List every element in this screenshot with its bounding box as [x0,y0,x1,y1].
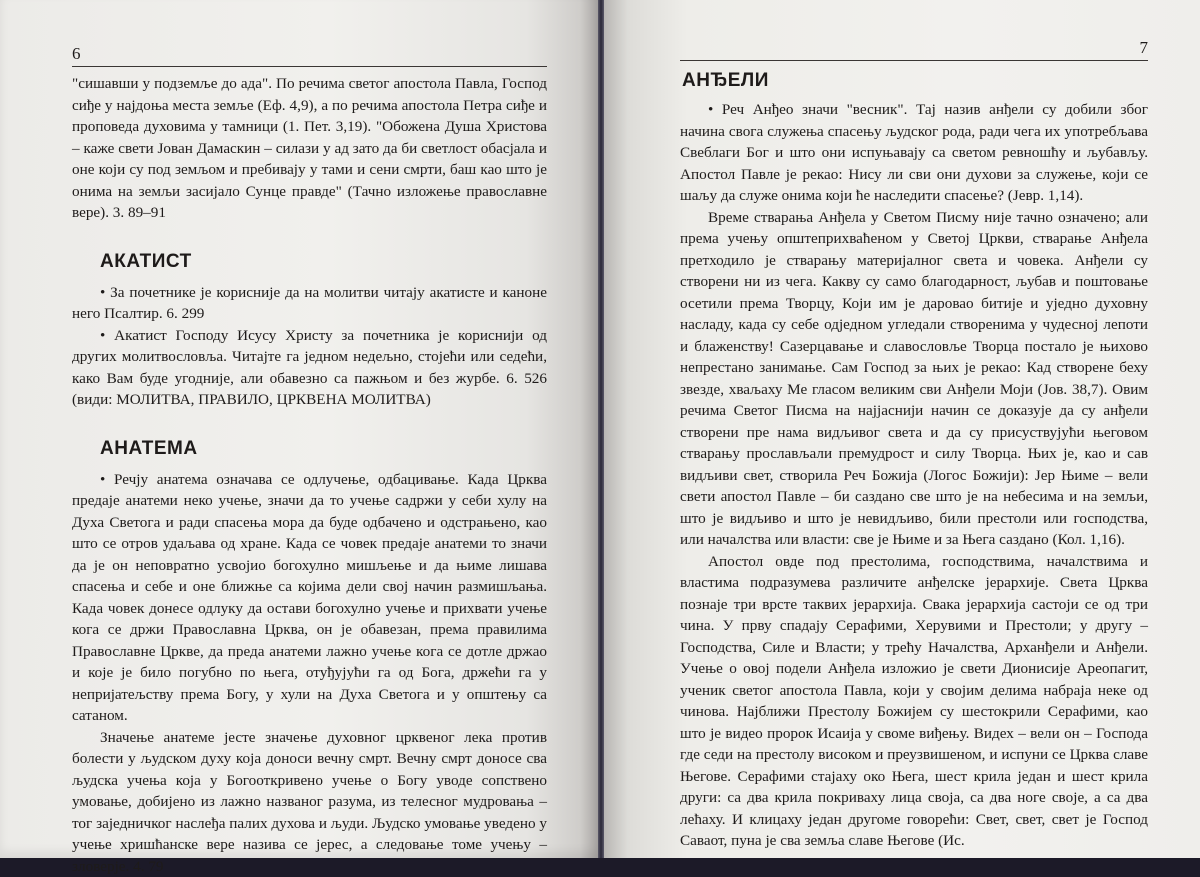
section-heading-anatema: АНАТЕМА [100,437,547,461]
andjeli-paragraph-1: • Реч Анђео значи "весник". Тај назив анђели су добили због начина свога служења спасењу људског рода, ради чега их употребљава Свеблаги Бог и што они испуњавају са светом ревношћу и љубављу. Апостол Павле је рекао: Нису ли сви они духови за служење, који се шаљу да служе онима који ће наследити спасење? (Јевр. 1,14). [680,99,1148,207]
left-page-content [72,44,547,877]
right-page [604,0,1200,858]
right-page-content [680,38,1148,852]
anatema-paragraph-1: • Речју анатема означава се одлучење, одбацивање. Када Црква предаје анатеми неко учење, значи да то учење садржи у себи хулу на Духа Светога и ради спасења мора да буде одбачено и одстрањено, као што се отров удаљава од хране. Када се човек предаје анатеми то значи да је он неповратно усвојио богохулно мишљење и да њиме лишава спасења и себе и оне ближње са којима дели свој начин размишљања. Када човек донесе одлуку да остави богохулно учење и прихвати учење кога се држи Православна Црква, он је обавезан, према правилима Православне Цркве, да преда анатеми лажно учење кога се дотле држао и које је било погубно по њега, отуђујући га од Бога, држећи га у непријатељству према Богу, у хули на Духа Светога и у општењу са сатаном. [72,469,547,727]
header-rule-right [680,60,1148,61]
left-page [0,0,598,858]
akatist-paragraph-1: • За почетнике је корисније да на молитви читају акатисте и каноне него Псалтир. 6. 299 [72,282,547,325]
section-heading-andjeli: АНЂЕЛИ [682,69,1148,93]
page-number-right: 7 [680,38,1148,60]
andjeli-paragraph-2: Време стварања Анђела у Светом Писму није тачно означено; али према учењу општеприхваћеном у Светој Цркви, стварање Анђела претходило је стварању материјалног света и човека. Анђели су створени ни из чега. Какву су само благодарност, љубав и поштовање осетили према Творцу, Који им је даровао битије и уједно духовну насладу, када су себе одједном угледали створенима у чудесној лепоти и блаженству! Сазерцавање и славословље Творца постало је њихово непрестано занимање. Сам Господ за њих је рекао: Кад створене беху звезде, хваљаху Ме гласом великим сви Анђели Моји (Јов. 38,7). Овим речима Светог Писма на најјаснији начин се доказује да су анђели створени пре нама видљивог света и да су присуствујући његовом стварању прослављали премудрост и силу Творца. Њих је, као и сав видљиви свет, створила Реч Божија (Логос Божији): Јер Њиме – вели свети апостол Павле – би саздано све што је на небесима и на земљи, што је видљиво и што је невидљиво, били престоли или господства, или началства или власти: све је Њиме и за Њега саздано (Кол. 1,16). [680,207,1148,551]
anatema-paragraph-2: Значење анатеме јесте значење духовног црквеног лека против болести у људском духу која доноси вечну смрт. Вечну смрт доносе сва људска учења која у Богооткривено учење о Богу уводе сопствено умовање, добијено из лажно названог разума, из телесног мудровања – тог заједничког наслеђа палих духова и људи. Људско умовање уведено у учење хришћанске вере назива се јерес, а следовање томе учењу – зловерје. 4. 79 [72,727,547,877]
akatist-paragraph-2: • Акатист Господу Исусу Христу за почетника је кориснији од других молитвословља. Читајте га једном недељно, стојећи или седећи, како Вам буде угодније, али обавезно са пажњом и без журбе. 6. 526 (види: МОЛИТВА, ПРАВИЛО, ЦРКВЕНА МОЛИТВА) [72,325,547,411]
andjeli-paragraph-3: Апостол овде под престолима, господствима, началствима и властима подразумева различите анђелске јерархије. Света Црква познаје три врсте таквих јерархија. Свака јерархија састоји се од три чина. У прву спадају Серафими, Херувими и Престоли; у другу – Господства, Силе и Власти; у трећу Началства, Арханђели и Анђели. Учење о овој подели Анђела изложио је свети Дионисије Ареопагит, ученик светог апостола Павла, који у својим делима набраја неке од чинова. Најближи Престолу Божијем су шестокрили Серафими, као што је видео пророк Исаија у своме виђењу. Видех – вели он – Господа где седи на престолу високом и преузвишеном, и испуни се Црква славе Његове. Серафими стајаху око Њега, шест крила један и шест крила други: са два крила покриваху лица своја, са два ноге своје, а са два лећаху. И клицаху један другоме говорећи: Свет, свет, свет је Господ Саваот, пуна је сва земља славе Његове (Ис. [680,551,1148,852]
section-heading-akatist: АКАТИСТ [100,250,547,274]
page-number-left: 6 [72,44,547,66]
intro-paragraph: "сишавши у подземље до ада". По речима светог апостола Павла, Господ сиђе у најдоња места земље (Еф. 4,9), а по речима апостола Петра сиђе и проповеда духовима у тамници (1. Пет. 3,19). "Обожена Душа Христова – каже свети Јован Дамаскин – силази у ад зато да би светлост обасјала и оне који су под земљом и пребивају у тами и сени смрти, баш као што је онима на земљи засијало Сунце правде" (Тачно изложење православне вере). 3. 89–91 [72,73,547,224]
header-rule-left [72,66,547,67]
